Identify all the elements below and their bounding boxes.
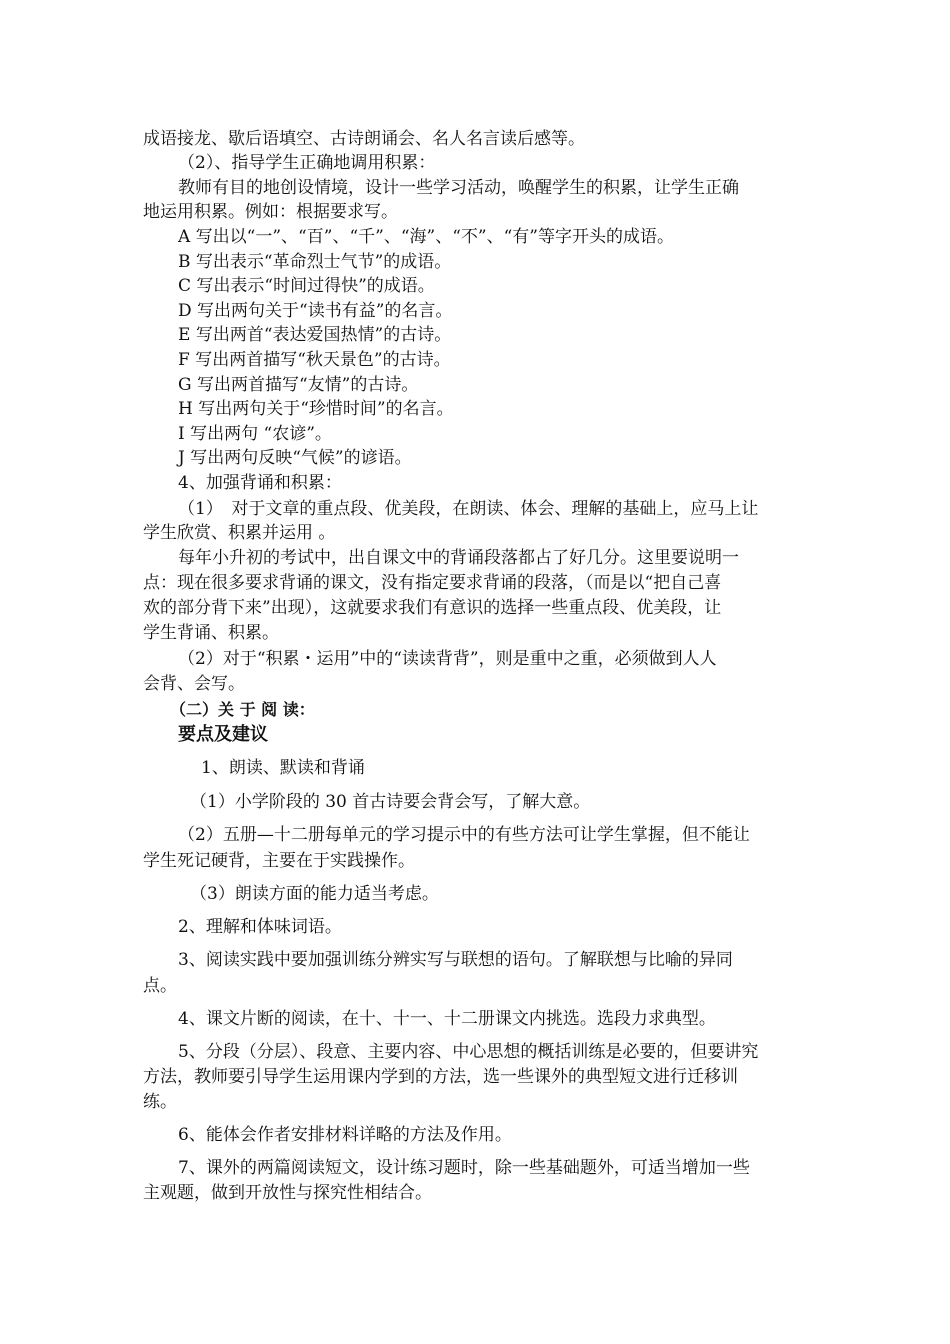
text-line: 学生欣赏、积累并运用 。 bbox=[143, 523, 336, 543]
text-line: G 写出两首描写“友情”的古诗。 bbox=[178, 375, 419, 395]
text-line: D 写出两句关于“读书有益”的名言。 bbox=[178, 301, 453, 321]
text-line: 欢的部分背下来”出现），这就要求我们有意识的选择一些重点段、优美段，让 bbox=[143, 598, 722, 618]
text-line: 方法，教师要引导学生运用课内学到的方法，选一些课外的典型短文进行迁移训 bbox=[143, 1067, 738, 1087]
text-line: 4、课文片断的阅读，在十、十一、十二册课文内挑选。选段力求典型。 bbox=[178, 1009, 716, 1029]
text-line: I 写出两句 “农谚”。 bbox=[178, 424, 332, 444]
text-line: （3）朗读方面的能力适当考虑。 bbox=[190, 884, 439, 904]
text-line: 会背、会写。 bbox=[143, 674, 245, 694]
subheading: 要点及建议 bbox=[178, 724, 268, 745]
text-line: F 写出两首描写“秋天景色”的古诗。 bbox=[178, 350, 451, 370]
text-line: C 写出表示“时间过得快”的成语。 bbox=[178, 276, 435, 296]
text-line: H 写出两句关于“珍惜时间”的名言。 bbox=[178, 399, 454, 419]
text-line: 地运用积累。例如：根据要求写。 bbox=[143, 202, 398, 222]
section-heading: （二）关 于 阅 读： bbox=[170, 700, 315, 719]
text-line: 点：现在很多要求背诵的课文，没有指定要求背诵的段落，（而是以“把自己喜 bbox=[143, 573, 722, 593]
text-line: A 写出以“一”、“百”、“千”、“海”、“不”、“有”等字开头的成语。 bbox=[178, 227, 674, 247]
text-line: 3、阅读实践中要加强训练分辨实写与联想的语句。了解联想与比喻的异同 bbox=[178, 950, 733, 970]
text-line: 学生死记硬背，主要在于实践操作。 bbox=[143, 851, 415, 871]
text-line: （2）对于“积累・运用”中的“读读背背”，则是重中之重，必须做到人人 bbox=[178, 649, 717, 669]
text-line: 成语接龙、歇后语填空、古诗朗诵会、名人名言读后感等。 bbox=[143, 129, 585, 149]
text-line: 1、朗读、默读和背诵 bbox=[201, 758, 365, 778]
text-line: 每年小升初的考试中，出自课文中的背诵段落都占了好几分。这里要说明一 bbox=[178, 548, 739, 568]
text-line: 主观题，做到开放性与探究性相结合。 bbox=[143, 1183, 432, 1203]
text-line: 7、课外的两篇阅读短文，设计练习题时，除一些基础题外，可适当增加一些 bbox=[178, 1158, 750, 1178]
text-line: 点。 bbox=[143, 976, 177, 996]
text-line: （1） 对于文章的重点段、优美段，在朗读、体会、理解的基础上，应马上让 bbox=[178, 499, 759, 519]
text-line: 5、分段（分层）、段意、主要内容、中心思想的概括训练是必要的，但要讲究 bbox=[178, 1042, 759, 1062]
text-line: 学生背诵、积累。 bbox=[143, 623, 279, 643]
text-line: （2）、指导学生正确地调用积累： bbox=[178, 153, 436, 173]
text-line: 2、理解和体味词语。 bbox=[178, 917, 342, 937]
text-line: 教师有目的地创设情境，设计一些学习活动，唤醒学生的积累，让学生正确 bbox=[178, 178, 739, 198]
text-line: 6、能体会作者安排材料详略的方法及作用。 bbox=[178, 1125, 512, 1145]
text-line: B 写出表示“革命烈士气节”的成语。 bbox=[178, 252, 452, 272]
text-line: E 写出两首“表达爱国热情”的古诗。 bbox=[178, 325, 452, 345]
text-line: （2）五册—十二册每单元的学习提示中的有些方法可让学生掌握，但不能让 bbox=[178, 825, 750, 845]
text-line: （1）小学阶段的 30 首古诗要会背会写，了解大意。 bbox=[190, 792, 591, 812]
text-line: 4、加强背诵和积累： bbox=[178, 473, 342, 493]
text-line: 练。 bbox=[143, 1092, 177, 1112]
text-line: J 写出两句反映“气候”的谚语。 bbox=[178, 448, 412, 468]
